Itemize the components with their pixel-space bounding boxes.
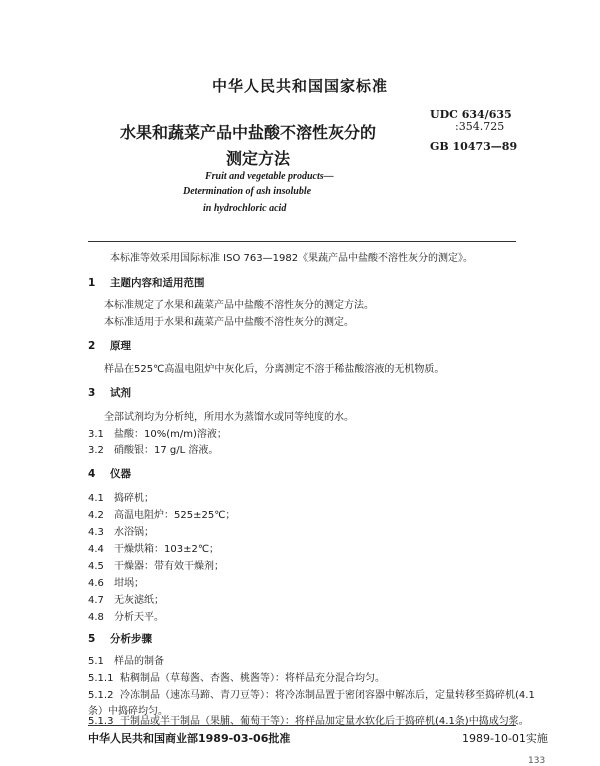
item-number: 5.1.2 <box>88 690 114 701</box>
list-item <box>88 591 164 606</box>
list-item <box>88 557 224 572</box>
effective-date: 1989-10-01实施 <box>462 732 548 745</box>
top-divider <box>88 241 516 242</box>
document-title-line2: 测定方法 <box>226 149 291 168</box>
item-number: 5.1.1 <box>88 673 114 684</box>
item-text: 干燥烘箱：103±2℃； <box>114 544 220 555</box>
english-title-line1: Fruit and vegetable products— <box>205 171 334 182</box>
list-item <box>88 489 154 504</box>
item-text: 粘稠制品（草莓酱、杏酱、桃酱等）：将样品充分混合均匀。 <box>120 673 385 684</box>
section-number: 2 <box>88 340 96 352</box>
item-text: 无灰滤纸； <box>114 595 164 606</box>
list-item <box>88 425 227 440</box>
item-text: 冷冻制品（速冻马蹄、青刀豆等）：将冷冻制品置于密闭容器中解冻后，定量转移至捣碎机(4.1 <box>120 690 535 701</box>
paragraph: 本标准规定了水果和蔬菜产品中盐酸不溶性灰分的测定方法。 <box>104 300 374 311</box>
item-text: 分析天平。 <box>114 612 164 623</box>
item-number: 4.1 <box>88 493 104 504</box>
item-number: 4.6 <box>88 578 104 589</box>
subsection-heading <box>88 652 164 667</box>
item-text: 盐酸：10%(m/m)溶液； <box>114 429 227 440</box>
item-number: 4.8 <box>88 612 104 623</box>
list-item <box>88 523 154 538</box>
item-text: 硝酸银：17 g/L 溶液。 <box>114 445 219 456</box>
issuer-approval: 中华人民共和国商业部1989-03-06批准 <box>88 732 291 745</box>
section-2-heading <box>88 338 131 353</box>
item-number: 3.2 <box>88 445 104 456</box>
list-item <box>88 669 385 684</box>
item-text: 高温电阻炉：525±25℃； <box>114 510 236 521</box>
document-title-line1: 水果和蔬菜产品中盐酸不溶性灰分的 <box>120 123 377 142</box>
item-number: 5.1.3 <box>88 716 114 727</box>
section-3-heading <box>88 385 131 400</box>
section-title: 分析步骤 <box>110 633 152 645</box>
page-number: 133 <box>528 756 546 766</box>
item-text: 坩埚； <box>114 578 144 589</box>
list-item <box>88 506 235 521</box>
item-number: 4.4 <box>88 544 104 555</box>
item-number: 4.3 <box>88 527 104 538</box>
section-number: 3 <box>88 387 96 399</box>
section-title: 主题内容和适用范围 <box>110 277 205 289</box>
item-text: 样品的制备 <box>114 656 164 667</box>
bottom-divider <box>88 725 516 726</box>
item-number: 3.1 <box>88 429 104 440</box>
intro-paragraph: 本标准等效采用国际标准 ISO 763—1982《果蔬产品中盐酸不溶性灰分的测定》。 <box>110 253 474 264</box>
section-number: 5 <box>88 633 96 645</box>
paragraph: 本标准适用于水果和蔬菜产品中盐酸不溶性灰分的测定。 <box>104 317 354 328</box>
standard-type-heading: 中华人民共和国国家标准 <box>211 77 388 95</box>
udc-code-line2: :354.725 <box>455 120 505 133</box>
section-1-heading <box>88 275 205 290</box>
list-item <box>88 540 219 555</box>
item-number: 5.1 <box>88 656 104 667</box>
list-item <box>88 608 164 623</box>
item-text: 捣碎机； <box>114 493 154 504</box>
list-item <box>88 686 535 701</box>
section-number: 1 <box>88 277 96 289</box>
paragraph: 全部试剂均为分析纯，所用水为蒸馏水或同等纯度的水。 <box>104 412 354 423</box>
item-number: 4.7 <box>88 595 104 606</box>
section-5-heading <box>88 631 152 646</box>
english-title-line2: Determination of ash insoluble <box>183 186 312 197</box>
section-number: 4 <box>88 468 96 480</box>
item-number: 4.2 <box>88 510 104 521</box>
gb-number: GB 10473—89 <box>430 140 518 153</box>
item-text: 条）中捣碎均匀。 <box>88 706 168 717</box>
section-4-heading <box>88 466 131 481</box>
udc-code-line1: UDC 634/635 <box>430 108 512 121</box>
section-title: 试剂 <box>110 387 131 399</box>
paragraph: 样品在525℃高温电阻炉中灰化后，分离测定不溶于稀盐酸溶液的无机物质。 <box>104 364 445 375</box>
item-text: 干燥器：带有效干燥剂； <box>114 561 224 572</box>
item-number: 4.5 <box>88 561 104 572</box>
item-text: 水浴锅； <box>114 527 154 538</box>
english-title-line3: in hydrochloric acid <box>203 203 287 214</box>
section-title: 原理 <box>110 340 131 352</box>
list-item <box>88 574 144 589</box>
item-text: 干制品或半干制品（果脯、葡萄干等）：将样品加定量水软化后于捣碎机(4.1条)中捣成匀浆。 <box>120 716 529 727</box>
list-item <box>88 441 218 456</box>
section-title: 仪器 <box>110 468 131 480</box>
